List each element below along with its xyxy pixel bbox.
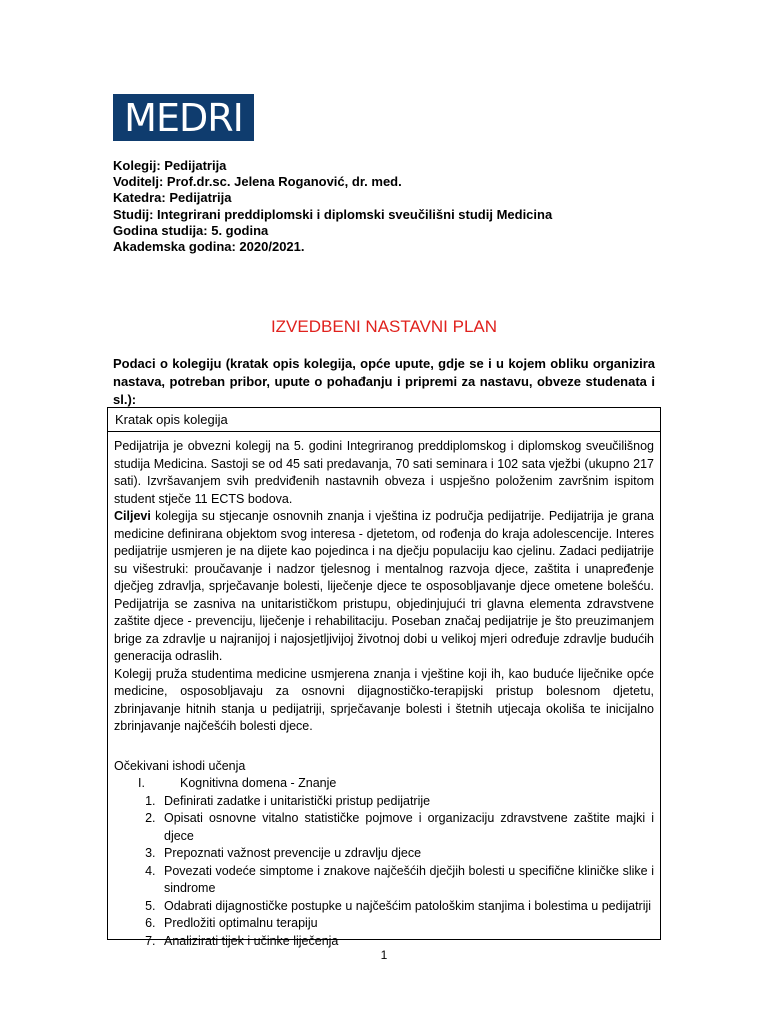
description-paragraph-1: Pedijatrija je obvezni kolegij na 5. godini Integriranog preddiplomskog i diplomskog sveučilišnog studija Medicina. Sastoji se od 45 sati predavanja, 70 sati seminara i 102 sata vježbi (ukupno 217 sati). Izvršavanjem svih predviđenih nastavnih obveza i uspješno položenim završnim ispitom student stječe 11 ECTS bodova.: [114, 439, 654, 506]
meta-year: Godina studija: 5. godina: [113, 222, 269, 238]
list-item: 5. Odabrati dijagnostičke postupke u najčešćim patološkim stanjima i bolestima u pedijatriji: [159, 898, 654, 916]
spacer: [114, 736, 654, 758]
ciljevi-label: Ciljevi: [114, 509, 151, 523]
list-item: 4. Povezati vodeće simptome i znakove najčešćih dječjih bolesti u specifične kliničke slike i sindrome: [159, 863, 654, 898]
intro-paragraph: Podaci o kolegiju (kratak opis kolegija, opće upute, gdje se i u kojem obliku organizira nastava, potreban pribor, upute o pohađanju i pripremi za nastavu, obveze studenata i sl.):: [113, 356, 655, 407]
outcomes-list: [114, 793, 654, 951]
domain-number: I.: [138, 776, 145, 790]
list-item: 7. Analizirati tijek i učinke liječenja: [159, 933, 654, 951]
meta-study: Studij: Integrirani preddiplomski i diplomski sveučilišni studij Medicina: [113, 206, 553, 222]
domain-label: Kognitivna domena - Znanje: [180, 776, 337, 790]
list-item: 6. Predložiti optimalnu terapiju: [159, 915, 654, 933]
page-number: 1: [380, 948, 388, 962]
medri-logo: [113, 94, 254, 141]
outcomes-title: Očekivani ishodi učenja: [114, 758, 246, 773]
ciljevi-text: kolegija su stjecanje osnovnih znanja i vještina iz područja pedijatrije. Pedijatrija je grana medicine definirana objektom svog interesa - djetetom, od rođenja do kraja adolescencije. Interes pedijatrije usmjeren je na dijete kao pojedinca i na dječju populaciju kao cjelinu. Zadaci pedijatrije su višestruki: proučavanje i nadzor tjelesnog i mentalnog razvoja djece, zaštita i unapređenje dječjeg zdravlja, sprječavanje bolesti, liječenje djece te osposobljavanje djece ometene bolešću. Pedijatrija se zasniva na unitarističkom pristupu, objedinjujući tri glavna elementa zdravstvene zaštite djece - prevenciju, liječenje i rehabilitaciju. Poseban značaj pedijatrije je što preuzimanjem brige za zdravlje u najranijoj i najosjetljivijoj životnoj dobi u velikoj mjeri određuje zdravlje budućih generacija odraslih.: [114, 509, 654, 663]
document-title: IZVEDBENI NASTAVNI PLAN: [270, 317, 498, 336]
description-paragraph-2: [114, 508, 654, 666]
meta-course: Kolegij: Pedijatrija: [113, 158, 227, 173]
course-meta: [113, 158, 552, 255]
meta-department: Katedra: Pedijatrija: [113, 190, 232, 206]
list-item: 1. Definirati zadatke i unitaristički pristup pedijatrije: [159, 793, 654, 811]
box-body: [108, 432, 660, 950]
list-item: 3. Prepoznati važnost prevencije u zdravlju djece: [159, 845, 654, 863]
list-item: 2. Opisati osnovne vitalno statističke pojmove i organizaciju zdravstvene zaštite majki i djece: [159, 810, 654, 845]
meta-lead: Voditelj: Prof.dr.sc. Jelena Roganović, dr. med.: [113, 174, 402, 190]
domain-heading: [114, 775, 654, 793]
description-paragraph-3: Kolegij pruža studentima medicine usmjerena znanja i vještine koji ih, kao buduće liječnike opće medicine, osposobljavaju za osnovni dijagnostičko-terapijski pristup bolesnom djetetu, zbrinjavanje hitnih stanja u pedijatriji, sprječavanje bolesti i štetnih utjecaja okoliša te inicijalno zbrinjavanje najčešćih bolesti djece.: [114, 666, 654, 733]
box-heading: Kratak opis kolegija: [108, 408, 660, 432]
meta-academic-year: Akademska godina: 2020/2021.: [113, 239, 305, 255]
course-description-box: [107, 407, 661, 948]
logo-text: MEDRI: [124, 95, 243, 140]
